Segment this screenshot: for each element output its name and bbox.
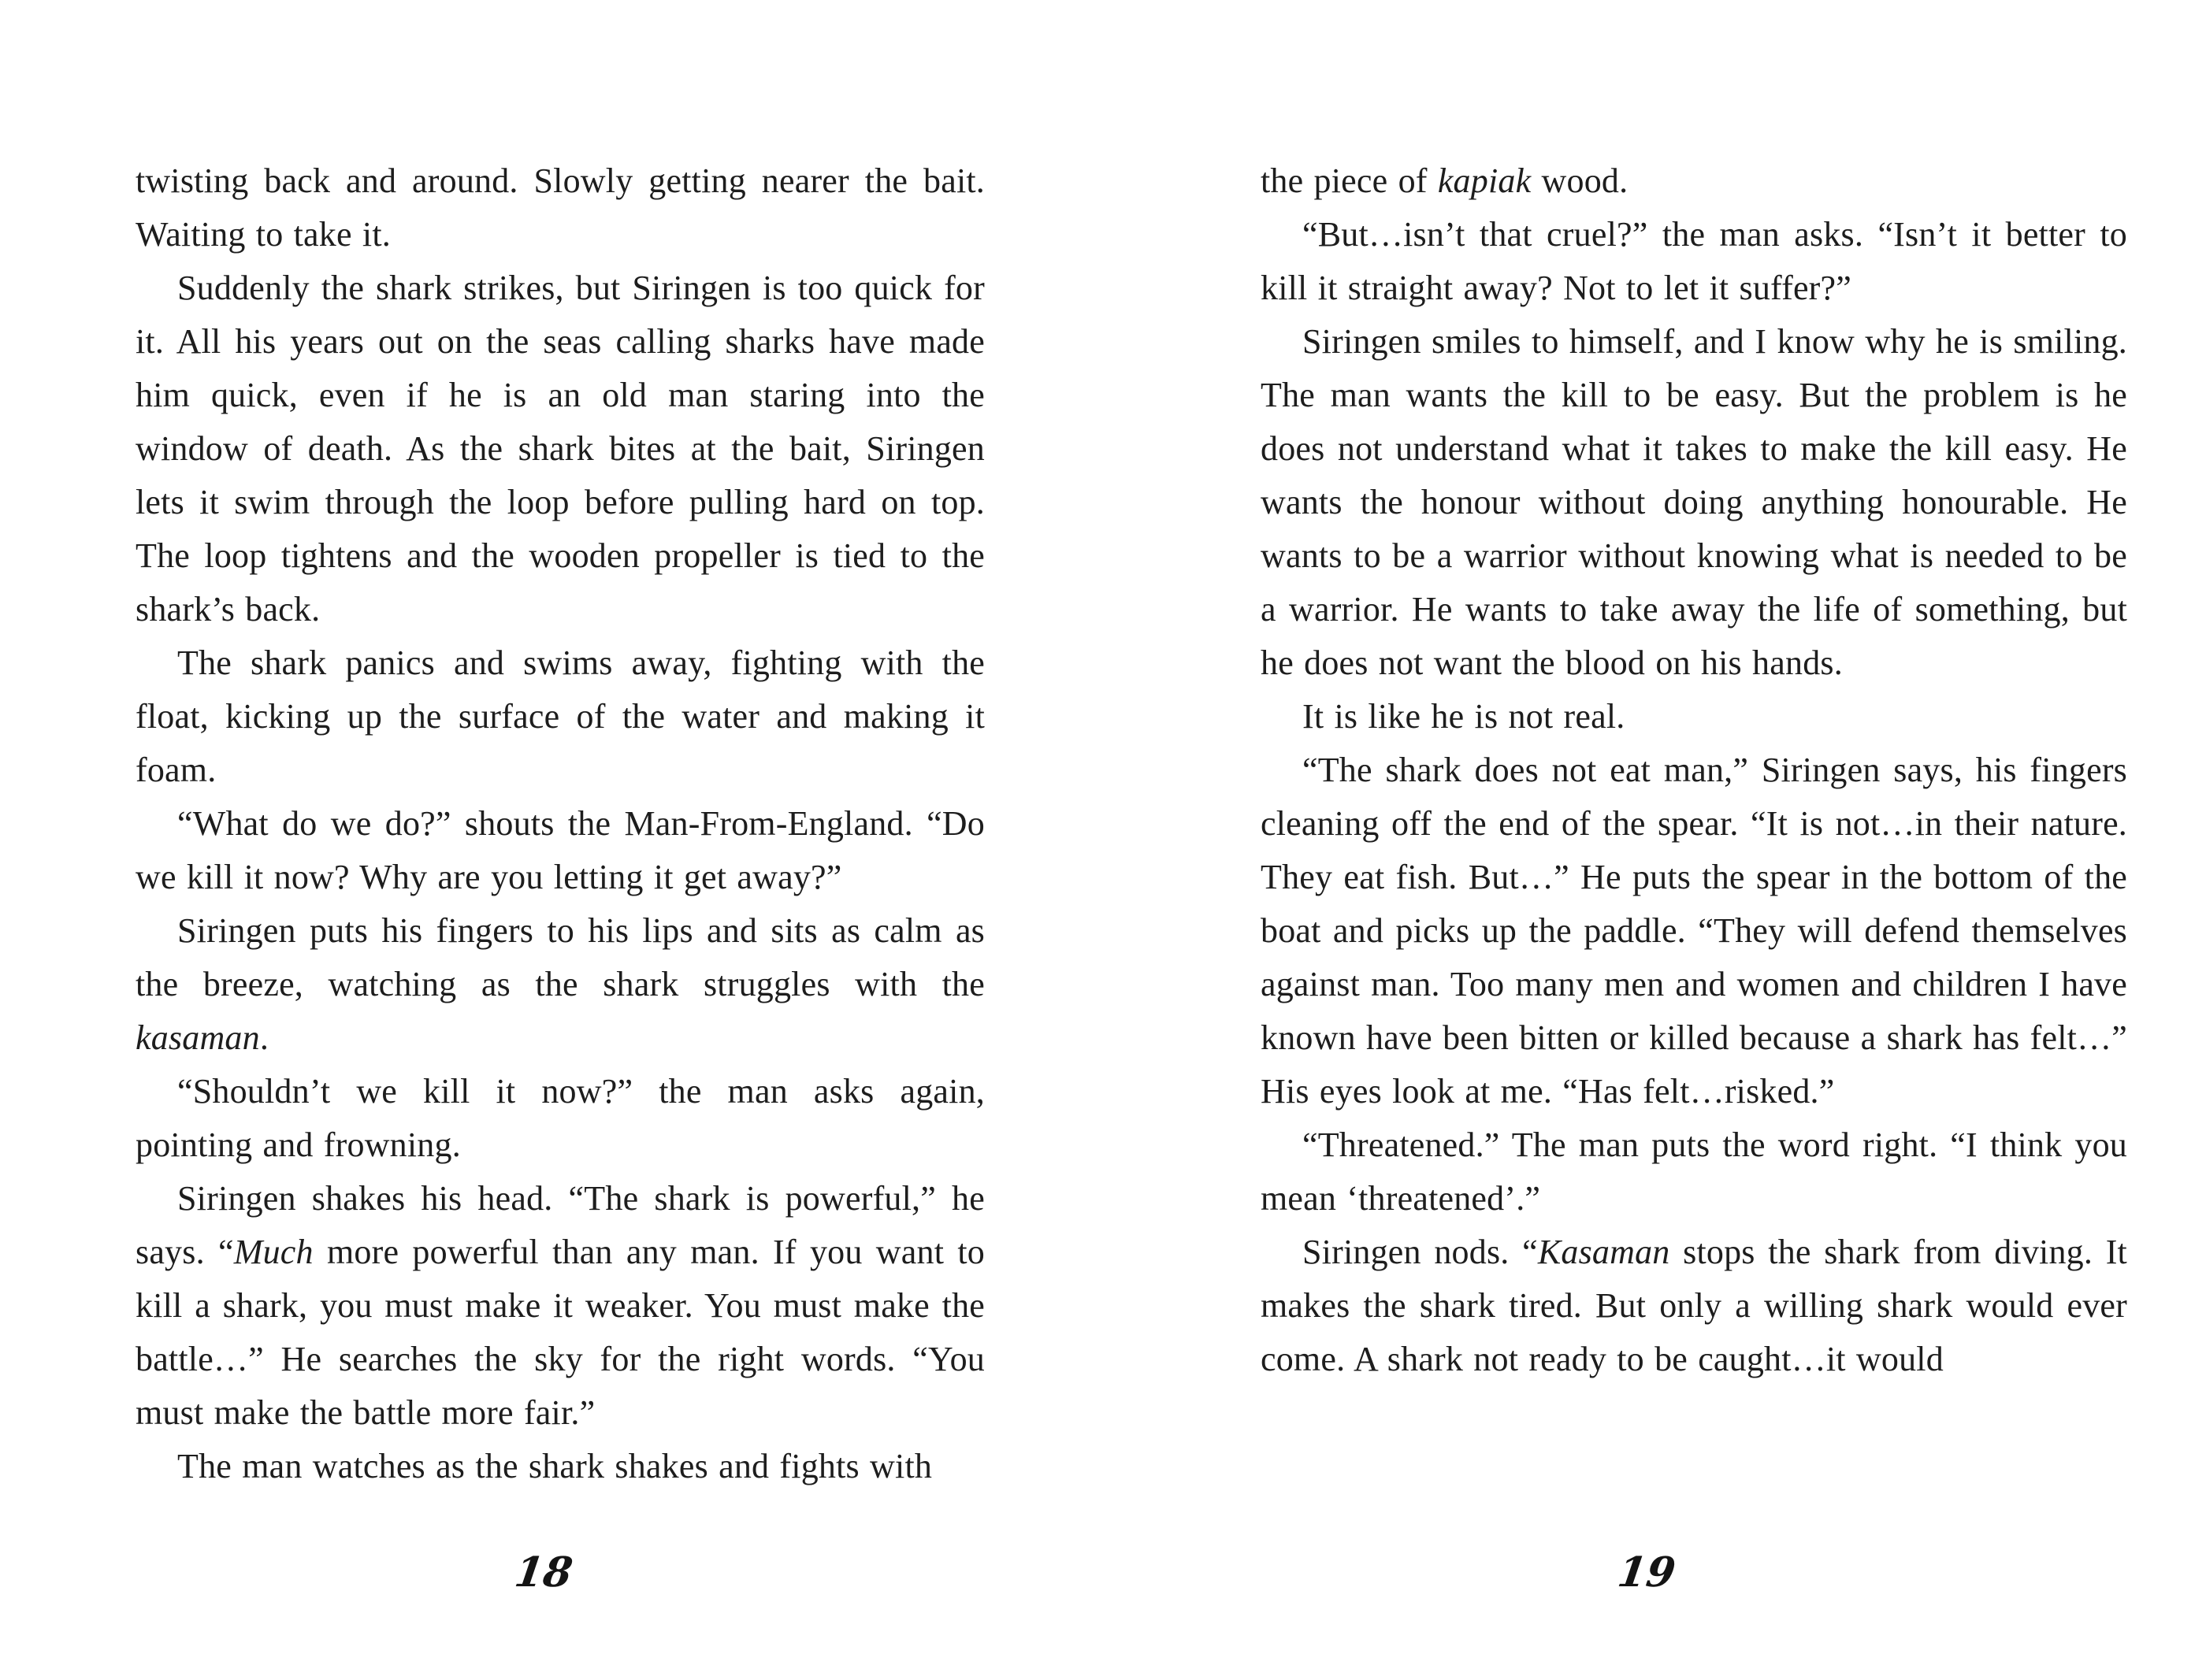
text-segment: the piece of: [1261, 161, 1438, 200]
page-right: [1103, 0, 2206, 1680]
paragraph: [136, 154, 985, 261]
text-segment: Siringen shakes his head. “The shark is powerful,” he says. “: [136, 1179, 985, 1271]
text-segment: Siringen smiles to himself, and I know why he is smiling. The man wants the kill to be easy. But the problem is he does not understand what it takes to make the kill easy. He wants the honour without doing anything honourable. He wants to be a warrior without knowing what is needed to be a warrior. He wants to take away the life of something, but he does not want the blood on his hands.: [1261, 322, 2127, 682]
text-segment: Suddenly the shark strikes, but Siringen is too quick for it. All his years out on the seas calling sharks have made him quick, even if he is an old man staring into the window of death. As the shark bites at the bait, Siringen lets it swim through the loop before pulling hard on top. The loop tightens and the wooden propeller is tied to the shark’s back.: [136, 269, 985, 629]
page-number-left: 18: [511, 1548, 576, 1597]
text-segment: .: [259, 1018, 269, 1057]
text-segment: twisting back and around. Slowly getting nearer the bait. Waiting to take it.: [136, 161, 985, 254]
paragraph: [136, 1440, 985, 1493]
italic-text-segment: kapiak: [1437, 161, 1532, 200]
paragraph: [1261, 1226, 2127, 1386]
right-page-text-column: [1261, 154, 2127, 1386]
text-segment: “Threatened.” The man puts the word right. “I think you mean ‘threatened’.”: [1261, 1126, 2127, 1218]
paragraph: [136, 904, 985, 1065]
text-segment: “Shouldn’t we kill it now?” the man asks again, pointing and frowning.: [136, 1072, 985, 1164]
paragraph: [1261, 744, 2127, 1118]
paragraph: [136, 1172, 985, 1440]
page-number-right: 19: [1614, 1548, 1679, 1597]
text-segment: The shark panics and swims away, fighting with the float, kicking up the surface of the water and making it foam.: [136, 643, 985, 789]
left-page-text-column: [136, 154, 985, 1493]
text-segment: Siringen puts his fingers to his lips and sits as calm as the breeze, watching as the shark struggles with the: [136, 911, 985, 1003]
text-segment: wood.: [1531, 161, 1629, 200]
text-segment: Siringen nods. “: [1302, 1233, 1538, 1271]
paragraph: [1261, 690, 2127, 744]
text-segment: stops the shark from diving. It makes the shark tired. But only a willing shark would ever come. A shark not ready to be caught…it would: [1261, 1233, 2127, 1378]
text-segment: “The shark does not eat man,” Siringen says, his fingers cleaning off the end of the spear. “It is not…in their nature. They eat fish. But…” He puts the spear in the bottom of the boat and picks up the paddle. “They will defend themselves against man. Too many men and women and children I have known have been bitten or killed because a shark has felt…” His eyes look at me. “Has felt…risked.”: [1261, 751, 2127, 1111]
text-segment: more powerful than any man. If you want to kill a shark, you must make it weaker. You must make the battle…” He searches the sky for the right words. “You must make the battle more fair.”: [136, 1233, 985, 1432]
text-segment: “What do we do?” shouts the Man-From-England. “Do we kill it now? Why are you letting it get away?”: [136, 804, 985, 896]
paragraph: [1261, 315, 2127, 690]
text-segment: It is like he is not real.: [1302, 697, 1625, 736]
italic-text-segment: Kasaman: [1537, 1233, 1670, 1271]
text-segment: The man watches as the shark shakes and fights with: [177, 1447, 933, 1485]
paragraph: [136, 261, 985, 636]
italic-text-segment: Much: [233, 1233, 314, 1271]
paragraph: [1261, 208, 2127, 315]
text-segment: “But…isn’t that cruel?” the man asks. “Isn’t it better to kill it straight away? Not to let it suffer?”: [1261, 215, 2127, 307]
italic-text-segment: kasaman: [136, 1018, 260, 1057]
paragraph: [1261, 1118, 2127, 1226]
paragraph: [136, 636, 985, 797]
paragraph: [136, 797, 985, 904]
paragraph: [136, 1065, 985, 1172]
paragraph: [1261, 154, 2127, 208]
